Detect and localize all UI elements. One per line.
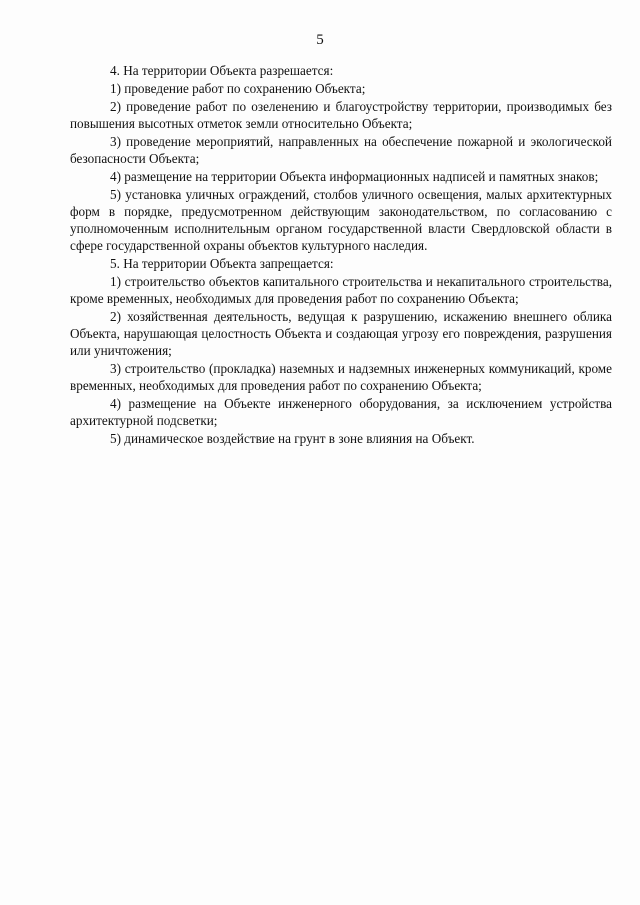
list-item: 1) строительство объектов капитального строительства и некапитального строительства, кроме временных, необходимых для проведения работ по сохранению Объекта; [70, 274, 612, 306]
list-item: 5) динамическое воздействие на грунт в зоне влияния на Объект. [110, 431, 475, 446]
section-heading: 4. На территории Объекта разрешается: [110, 63, 334, 78]
list-item: 3) проведение мероприятий, направленных на обеспечение пожарной и экологической безопасности Объекта; [70, 134, 612, 166]
document-body [70, 62, 612, 448]
list-item: 1) проведение работ по сохранению Объекта; [110, 81, 366, 96]
list-item: 4) размещение на территории Объекта информационных надписей и памятных знаков; [110, 169, 599, 184]
section-heading: 5. На территории Объекта запрещается: [110, 256, 334, 271]
list-item: 4) размещение на Объекте инженерного оборудования, за исключением устройства архитектурной подсветки; [70, 396, 612, 428]
list-item: 2) проведение работ по озеленению и благоустройству территории, производимых без повышения высотных отметок земли относительно Объекта; [70, 99, 612, 131]
page-number: 5 [316, 32, 324, 48]
list-item: 5) установка уличных ограждений, столбов уличного освещения, малых архитектурных форм в порядке, предусмотренном действующим законодательством, по согласованию с уполномоченным исполнительным органом государственной власти Свердловской области в сфере государственной охраны объектов культурного наследия. [70, 187, 612, 253]
list-item: 3) строительство (прокладка) наземных и надземных инженерных коммуникаций, кроме временных, необходимых для проведения работ по сохранению Объекта; [70, 361, 612, 393]
list-item: 2) хозяйственная деятельность, ведущая к разрушению, искажению внешнего облика Объекта, нарушающая целостность Объекта и создающая угрозу его повреждения, разрушения или уничтожения; [70, 309, 612, 358]
